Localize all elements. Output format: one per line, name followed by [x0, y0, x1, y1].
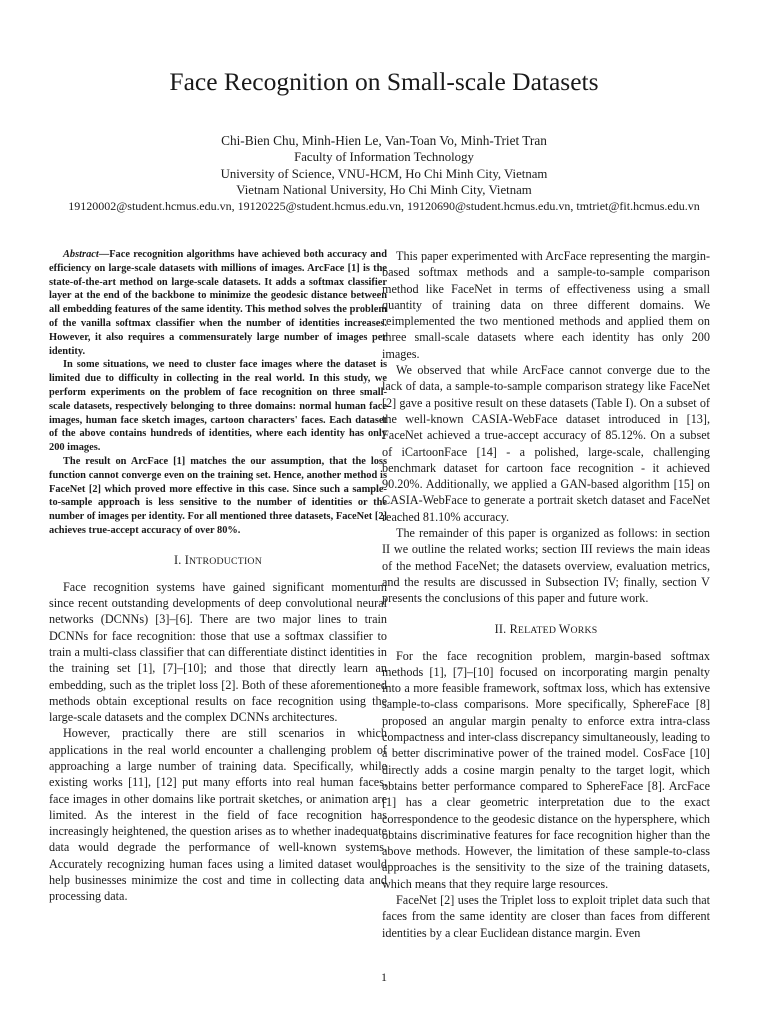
introduction-continued [382, 248, 710, 607]
abstract-paragraph-3: The result on ArcFace [1] matches the our assumption, that the loss function cannot converge even on the training set. Hence, another method is FaceNet [2] which proved more effective in this case. Since such a sample-to-sample approach is less sensitive to the number of identities or the number of images per identity. For all mentioned three datasets, FaceNet [2] achieves true-accept accuracy of over 80%. [49, 455, 387, 536]
author-national-university: Vietnam National University, Ho Chi Minh City, Vietnam [236, 182, 532, 197]
abstract-paragraph-1 [49, 248, 387, 358]
right-column [382, 248, 710, 941]
right-paragraph-3: The remainder of this paper is organized as follows: in section II we outline the related works; section III reviews the main ideas of the method FaceNet; the datasets overview, evaluation metrics, and the results are discussed in Subsection IV; finally, section V presents the conclusions of this paper and future work. [382, 526, 710, 606]
section-1-title: NTRODUCTION [189, 555, 262, 567]
section-2-title-initial: W [558, 621, 571, 636]
introduction-paragraph-1: Face recognition systems have gained significant momentum since recent outstanding developments of deep convolutional neural networks (DCNNs) [3]–[6]. There are two major lines to train DCNNs for face recognition: those that use a softmax classifier to train a multi-class classifier that can differentiate distinct identities in the training set [1], [7]–[10]; and those that directly learn an embedding, such as the triplet loss [2]. Both of these aforementioned methods obtain exceptional results on face recognition using the large-scale datasets and the complex DCNNs architectures. [49, 579, 387, 725]
abstract [49, 248, 387, 538]
author-names: Chi-Bien Chu, Minh-Hien Le, Van-Toan Vo, Minh-Triet Tran [221, 133, 547, 148]
section-1-numeral: I. I [174, 552, 190, 567]
section-2-title-part-1: ELATED [517, 624, 559, 636]
paper-title: Face Recognition on Small-scale Datasets [169, 67, 599, 96]
related-works-paragraph-2: FaceNet [2] uses the Triplet loss to exploit triplet data such that faces from the same identity are closer than faces from different identities by a clear Euclidean distance margin. Even [382, 892, 710, 940]
page-number: 1 [381, 970, 387, 984]
introduction-body [49, 579, 387, 905]
related-works-paragraph-1: For the face recognition problem, margin-based softmax methods [1], [7]–[10] focused on incorporating margin penalty into a more feasible framework, softmax loss, which has extensive sample-to-class comparisons. More specifically, SphereFace [8] proposed an angular margin penalty to enforce extra intra-class compactness and inter-class discrepancy simultaneously, leading to a better discriminative power of the trained model. CosFace [10] directly adds a cosine margin penalty to the target logit, which obtains better performance compared to SphereFace [8]. ArcFace [1] has a clear geometric interpretation due to the exact correspondence to the geodesic distance on the hypersphere, which obtains discriminative features for face recognition higher than the above methods. However, the limitation of these sample-to-class approaches is the sensitivity to the size of the training datasets, which means that they require large resources. [382, 648, 710, 891]
author-faculty: Faculty of Information Technology [294, 150, 474, 165]
right-paragraph-2: We observed that while ArcFace cannot converge due to the lack of data, a sample-to-sample comparison strategy like FaceNet [2] gave a positive result on these datasets (Table I). On a subset of the well-known CASIA-WebFace dataset introduced in [13], FaceNet achieved a true-accept accuracy of 85.12%. On a subset of iCartoonFace [14] - a polished, large-scale, challenging benchmark dataset for cartoon face recognition - it achieved 90.20%. Additionally, we applied a GAN-based algorithm [15] on CASIA-WebFace to generate a portrait sketch dataset and FaceNet reached 81.10% accuracy. [382, 363, 710, 524]
section-heading-introduction [49, 552, 387, 570]
author-emails: 19120002@student.hcmus.edu.vn, 19120225@student.hcmus.edu.vn, 19120690@student.hcmus.edu.vn, tmtriet@fit.hcmus.edu.vn [68, 199, 700, 214]
section-2-numeral: II. R [494, 621, 518, 636]
introduction-paragraph-2: However, practically there are still scenarios in which applications in the real world encounter a challenging problem of approaching a large number of training data. Specifically, while existing works [11], [12] put many efforts into real human faces, face images in other domains like portrait sketches, or animation are limited. As the interest in the field of face recognition has increasingly heightened, the question arises as to whether inadequate data would degrade the performance of well-known systems. Accurately recognizing human faces using a limited dataset would help businesses minimize the cost and time in collecting data and processing data. [49, 726, 387, 904]
right-paragraph-1: This paper experimented with ArcFace representing the margin-based softmax methods and a sample-to-sample comparison method like FaceNet in terms of effectiveness using a small quantity of training data on three different domains. We reimplemented the two mentioned methods and applied them on three small-scale datasets where each identity has only 200 images. [382, 249, 710, 361]
abstract-paragraph-2: In some situations, we need to cluster face images where the dataset is limited due to difficulty in collecting in the real world. In this study, we perform experiments on the problem of face recognition on three small-scale datasets, respectively belonging to three domains: normal human face images, human face sketch images, cartoon characters' faces. Each dataset of the above contains hundreds of identities, where each identity has only 200 images. [49, 359, 387, 454]
section-heading-related-works [382, 621, 710, 639]
abstract-text-1: —Face recognition algorithms have achieved both accuracy and efficiency on large-scale datasets with millions of images. ArcFace [1] is the state-of-the-art method on large-scale datasets. It adds a softmax classifier layer at the end of the backbone to minimize the geodesic distance between all embedding features of the same identity. This method solves the problem of the vanilla softmax classifier when the number of identities increases. However, it also requires a commensurately large number of images per identity. [49, 249, 387, 357]
section-2-title-part-2: ORKS [570, 624, 598, 636]
author-university: University of Science, VNU-HCM, Ho Chi Minh City, Vietnam [220, 166, 548, 181]
author-block [0, 133, 768, 214]
left-column [49, 248, 387, 905]
abstract-label: Abstract [63, 249, 99, 260]
related-works-body [382, 648, 710, 941]
